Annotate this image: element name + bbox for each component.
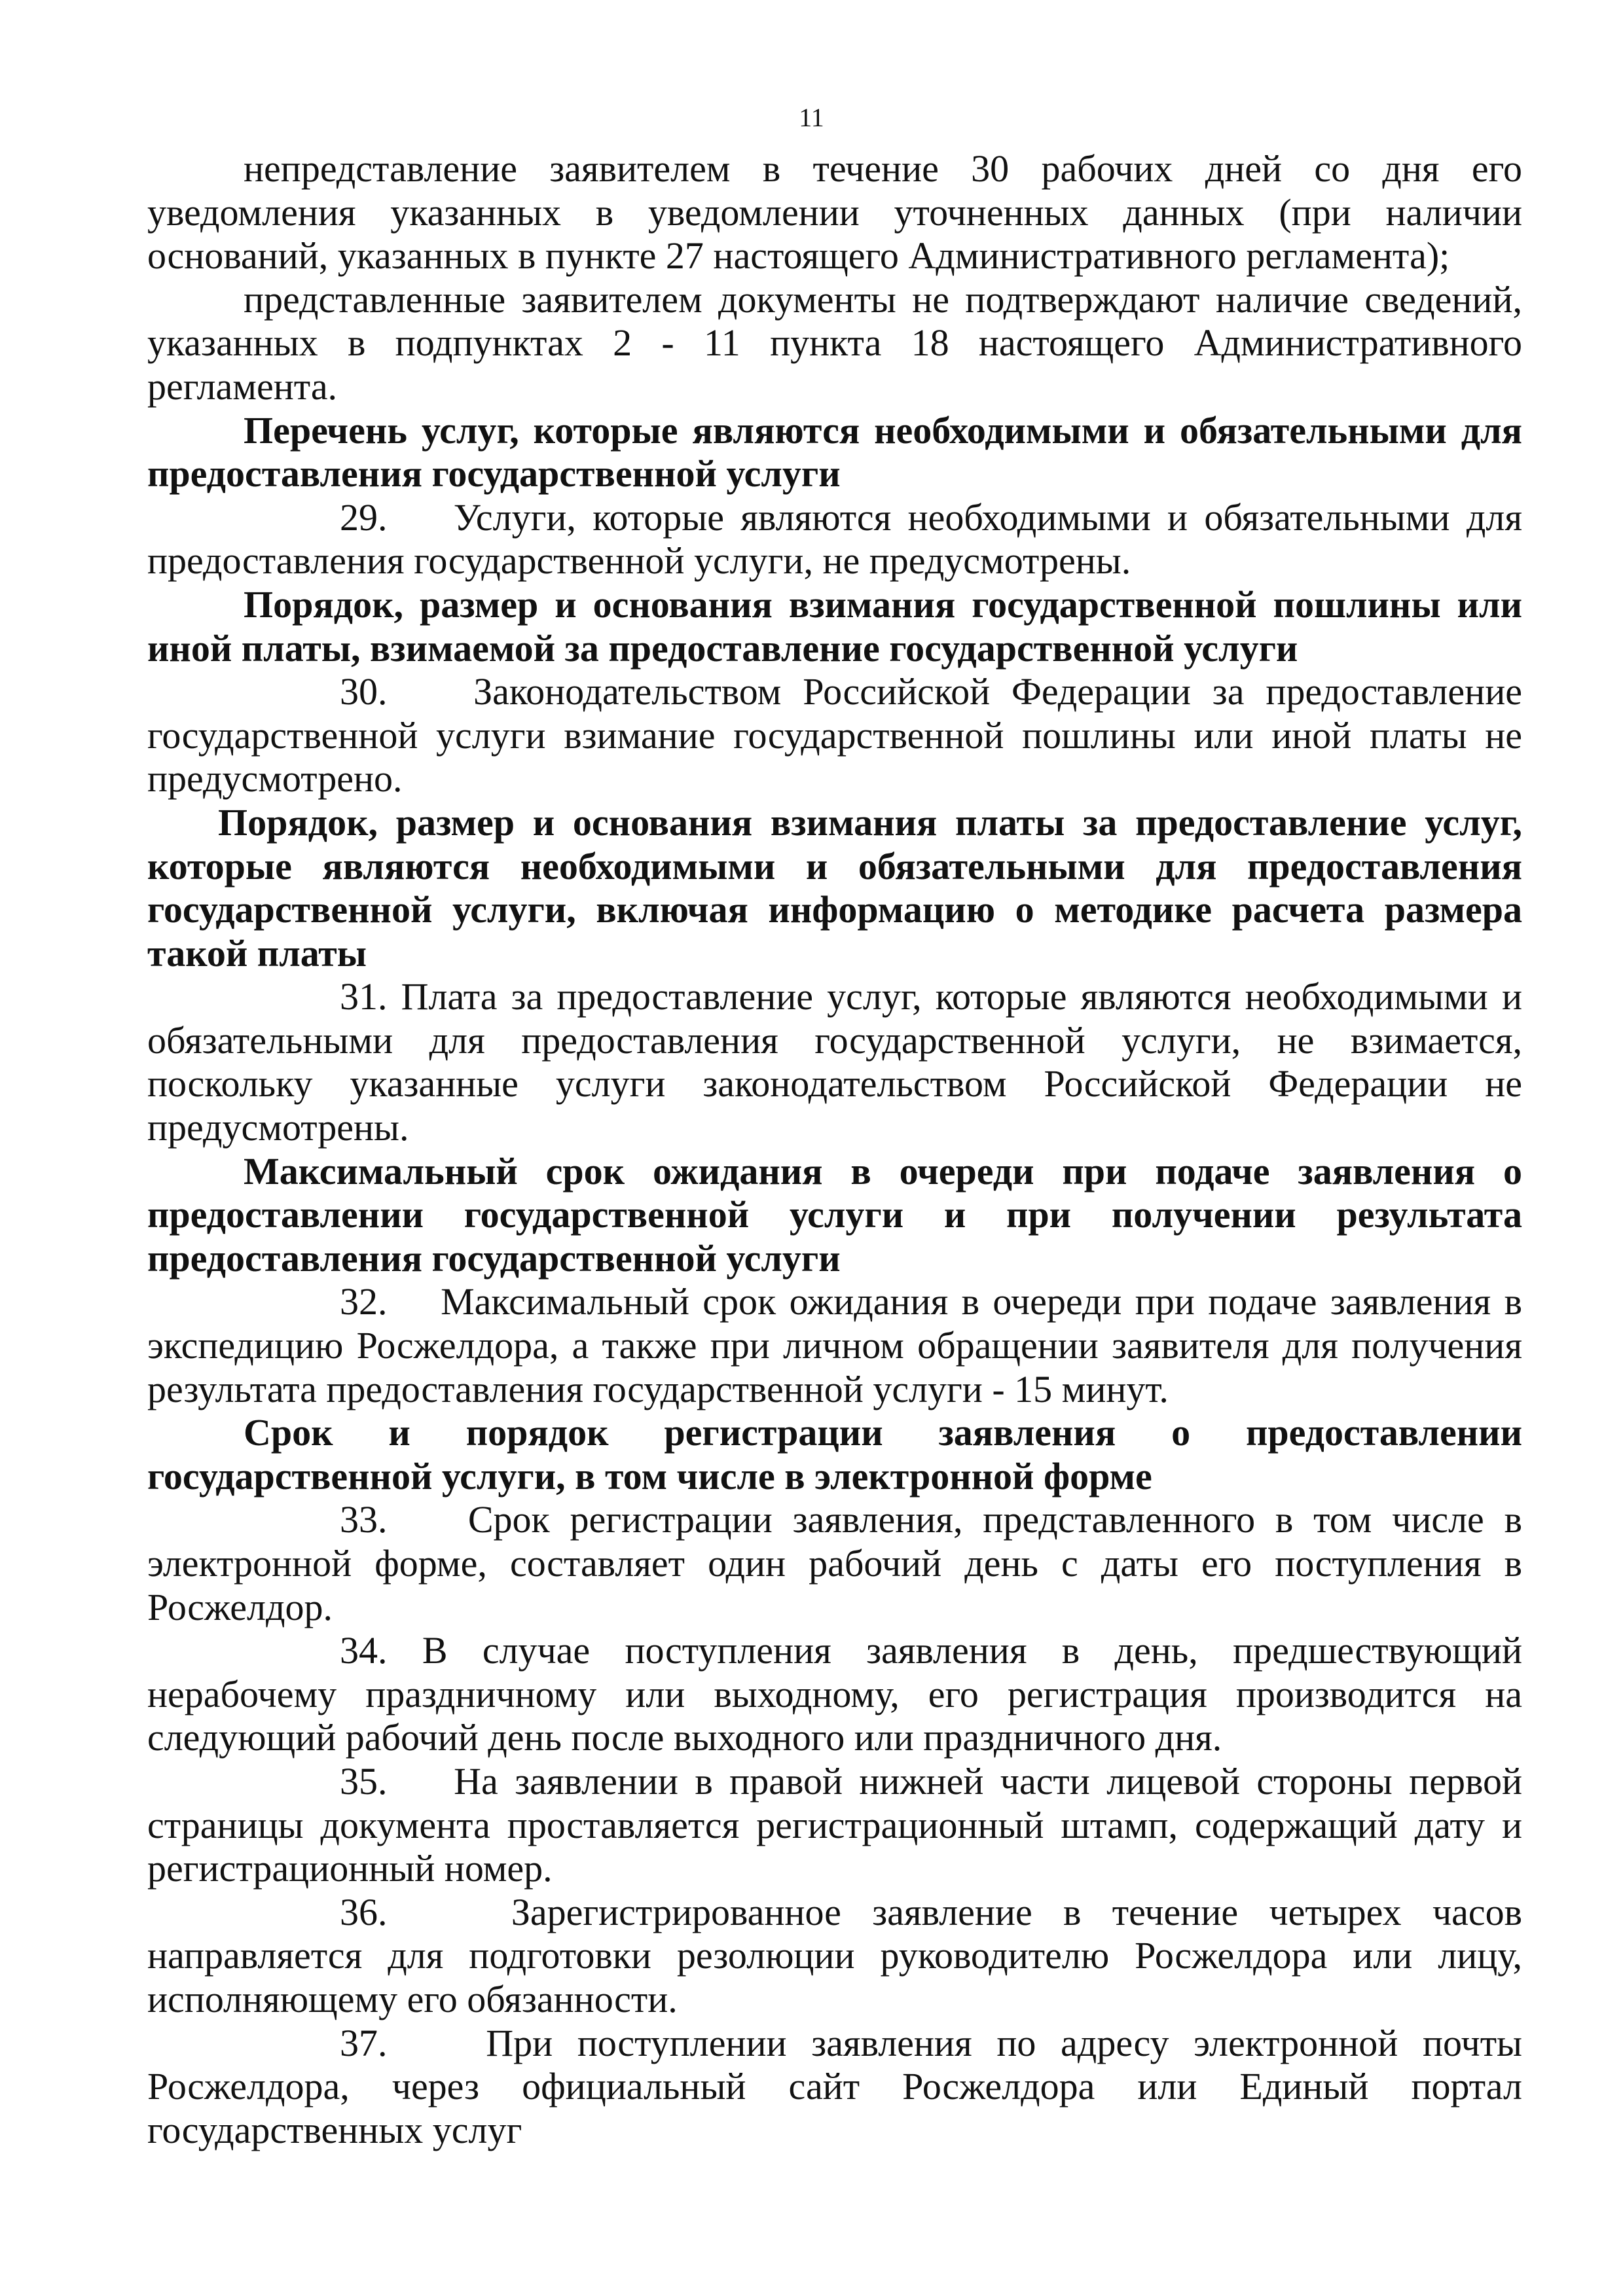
page-number: 11 (799, 103, 824, 132)
clause-text: Услуги, которые являются необходимыми и обязательными для предоставления государственной услуги, не предусмотрены. (147, 495, 1522, 583)
document-body (147, 147, 1522, 2152)
clause-text: Максимальный срок ожидания в очереди при подаче заявления в экспедицию Росжелдора, а также при личном обращении заявителя для получения результата предоставления государственной услуги - 15 минут. (147, 1280, 1523, 1410)
clause-30 (147, 670, 1522, 801)
clause-number: 30. (340, 670, 388, 713)
clause-text: При поступлении заявления по адресу электронной почты Росжелдора, через официальный сайт Росжелдора или Единый портал государственных услуг (147, 2021, 1523, 2151)
clause-number: 33. (340, 1498, 388, 1541)
clause-number: 29. (340, 495, 388, 539)
clause-36 (147, 1891, 1522, 2022)
clause-text: Законодательством Российской Федерации за предоставление государственной услуги взимание государственной пошлины или иной платы не предусмотрено. (147, 670, 1522, 800)
clause-number: 37. (340, 2021, 388, 2064)
clause-31 (147, 975, 1522, 1149)
section-heading-queue-waiting: Максимальный срок ожидания в очереди при подаче заявления о предоставлении государственной услуги и при получении результата предоставления государственной услуги (147, 1149, 1522, 1280)
clause-number: 34. (340, 1629, 388, 1672)
section-heading-required-services: Перечень услуг, которые являются необходимыми и обязательными для предоставления государственной услуги (147, 408, 1522, 495)
paragraph-non-submission: непредставление заявителем в течение 30 рабочих дней со дня его уведомления указанных в уведомлении уточненных данных (при наличии оснований, указанных в пункте 27 настоящего Административного регламента); (147, 147, 1522, 278)
section-heading-state-duty: Порядок, размер и основания взимания государственной пошлины или иной платы, взимаемой за предоставление государственной услуги (147, 583, 1522, 670)
clause-text: На заявлении в правой нижней части лицевой стороны первой страницы документа проставляется регистрационный штамп, содержащий дату и регистрационный номер. (147, 1759, 1522, 1890)
clause-text: Плата за предоставление услуг, которые являются необходимыми и обязательными для предоставления государственной услуги, не взимается, поскольку указанные услуги законодательством Российской Федерации не предусмотрены. (147, 975, 1522, 1149)
clause-37 (147, 2022, 1522, 2153)
clause-number: 36. (340, 1890, 388, 1933)
section-heading-registration: Срок и порядок регистрации заявления о предоставлении государственной услуги, в том числе в электронной форме (147, 1411, 1522, 1498)
clause-32 (147, 1280, 1522, 1411)
clause-29 (147, 496, 1522, 583)
clause-33 (147, 1498, 1522, 1629)
paragraph-documents-not-confirming: представленные заявителем документы не подтверждают наличие сведений, указанных в подпунктах 2 - 11 пункта 18 настоящего Административного регламента. (147, 278, 1522, 408)
clause-34 (147, 1629, 1522, 1760)
section-heading-service-fees: Порядок, размер и основания взимания платы за предоставление услуг, которые являются необходимыми и обязательными для предоставления государственной услуги, включая информацию о методике расчета размера такой платы (147, 800, 1522, 975)
clause-text: Зарегистрированное заявление в течение четырех часов направляется для подготовки резолюции руководителю Росжелдора или лицу, исполняющему его обязанности. (147, 1890, 1523, 2020)
clause-number: 35. (340, 1759, 388, 1803)
clause-number: 31. (340, 975, 388, 1018)
clause-number: 32. (340, 1280, 388, 1323)
clause-text: Срок регистрации заявления, представленного в том числе в электронной форме, составляет один рабочий день с даты его поступления в Росжелдор. (147, 1498, 1522, 1628)
clause-35 (147, 1760, 1522, 1891)
clause-text: В случае поступления заявления в день, предшествующий нерабочему праздничному или выходному, его регистрация производится на следующий рабочий день после выходного или праздничного дня. (147, 1629, 1523, 1759)
